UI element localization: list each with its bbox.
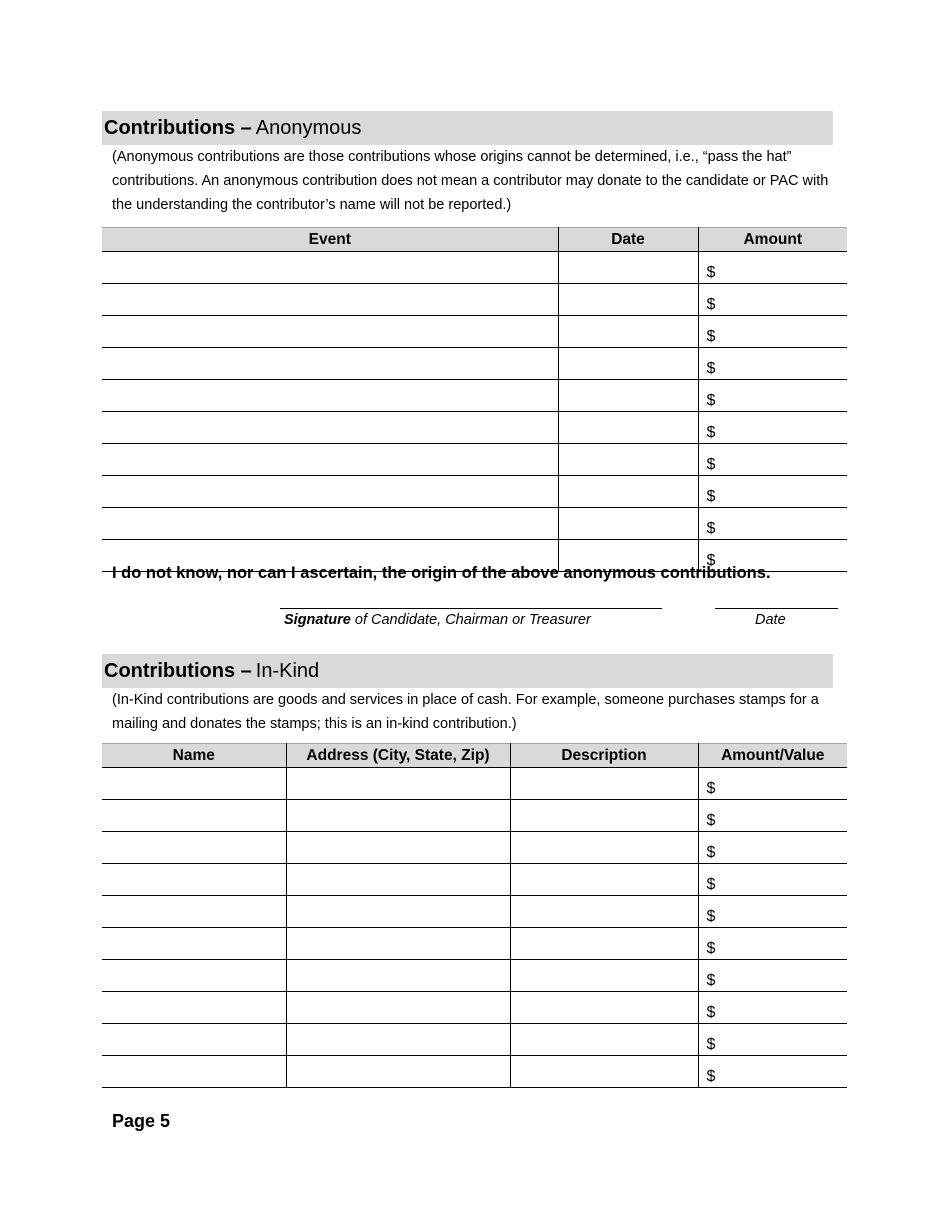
table-row <box>102 444 847 476</box>
table-cell[interactable] <box>102 768 286 800</box>
anonymous-certification-statement: I do not know, nor can I ascertain, the origin of the above anonymous contributions. <box>112 564 771 582</box>
amount-cell[interactable] <box>698 508 847 540</box>
amount-cell[interactable] <box>698 832 847 864</box>
anonymous-contributions-table <box>102 227 847 572</box>
table-cell[interactable] <box>510 1024 698 1056</box>
dollar-sign: $ <box>706 296 716 313</box>
amount-cell[interactable] <box>698 316 847 348</box>
page-number: Page 5 <box>112 1111 171 1131</box>
anonymous-title-bold: Contributions – <box>104 116 252 139</box>
table-cell[interactable] <box>510 960 698 992</box>
signature-label <box>284 612 591 628</box>
table-row <box>102 896 847 928</box>
table-row <box>102 316 847 348</box>
dollar-sign: $ <box>706 360 716 377</box>
table-cell[interactable] <box>510 992 698 1024</box>
table-cell[interactable] <box>286 800 510 832</box>
amount-cell[interactable] <box>698 928 847 960</box>
amount-cell[interactable] <box>698 444 847 476</box>
table-cell[interactable] <box>102 960 286 992</box>
table-cell[interactable] <box>558 252 698 284</box>
table-cell[interactable] <box>102 284 558 316</box>
table-cell[interactable] <box>286 896 510 928</box>
amount-cell[interactable] <box>698 1024 847 1056</box>
amount-cell[interactable] <box>698 960 847 992</box>
dollar-sign: $ <box>706 456 716 473</box>
amount-cell[interactable] <box>698 992 847 1024</box>
signature-label-rest: of Candidate, Chairman or Treasurer <box>350 612 591 628</box>
dollar-sign: $ <box>706 392 716 409</box>
table-cell[interactable] <box>286 768 510 800</box>
table-cell[interactable] <box>558 508 698 540</box>
table-cell[interactable] <box>558 412 698 444</box>
table-cell[interactable] <box>102 508 558 540</box>
dollar-sign: $ <box>706 780 716 797</box>
dollar-sign: $ <box>706 552 716 569</box>
dollar-sign: $ <box>706 844 716 861</box>
amount-cell[interactable] <box>698 896 847 928</box>
table-row <box>102 832 847 864</box>
table-cell[interactable] <box>510 800 698 832</box>
dollar-sign: $ <box>706 1068 716 1085</box>
amount-cell[interactable] <box>698 800 847 832</box>
amount-cell[interactable] <box>698 1056 847 1088</box>
table-cell[interactable] <box>102 412 558 444</box>
column-header-description: Description <box>510 744 698 768</box>
table-cell[interactable] <box>286 1024 510 1056</box>
inkind-section-header <box>102 654 833 688</box>
column-header-date: Date <box>558 228 698 252</box>
table-row <box>102 864 847 896</box>
inkind-title-rest: In-Kind <box>255 659 320 682</box>
table-cell[interactable] <box>558 348 698 380</box>
table-cell[interactable] <box>558 284 698 316</box>
amount-cell[interactable] <box>698 476 847 508</box>
anonymous-section-header <box>102 111 833 145</box>
table-cell[interactable] <box>286 1056 510 1088</box>
table-cell[interactable] <box>102 380 558 412</box>
table-cell[interactable] <box>102 992 286 1024</box>
anonymous-description: (Anonymous contributions are those contributions whose origins cannot be determined, i.e., “pass the hat” contributions. An anonymous contribution does not mean a contributor may donate to the candidate or PAC with the understanding the contributor’s name will not be reported.) <box>112 149 829 213</box>
amount-cell[interactable] <box>698 412 847 444</box>
table-cell[interactable] <box>558 316 698 348</box>
table-cell[interactable] <box>510 832 698 864</box>
table-cell[interactable] <box>558 380 698 412</box>
table-cell[interactable] <box>102 896 286 928</box>
table-cell[interactable] <box>510 1056 698 1088</box>
dollar-sign: $ <box>706 972 716 989</box>
inkind-title-bold: Contributions – <box>104 659 252 682</box>
table-row <box>102 380 847 412</box>
dollar-sign: $ <box>706 424 716 441</box>
table-cell[interactable] <box>286 864 510 896</box>
date-line[interactable] <box>715 608 838 609</box>
table-row <box>102 284 847 316</box>
table-row <box>102 1056 847 1088</box>
table-cell[interactable] <box>102 252 558 284</box>
amount-cell[interactable] <box>698 348 847 380</box>
table-row <box>102 252 847 284</box>
table-row <box>102 992 847 1024</box>
inkind-description: (In-Kind contributions are goods and services in place of cash. For example, someone purchases stamps for a mailing and donates the stamps; this is an in-kind contribution.) <box>112 692 819 732</box>
amount-cell[interactable] <box>698 284 847 316</box>
column-header-amount-value: Amount/Value <box>698 744 847 768</box>
table-cell[interactable] <box>558 444 698 476</box>
dollar-sign: $ <box>706 328 716 345</box>
anonymous-title-rest: Anonymous <box>255 116 362 139</box>
dollar-sign: $ <box>706 908 716 925</box>
signature-label-bold: Signature <box>284 612 351 628</box>
dollar-sign: $ <box>706 264 716 281</box>
table-cell[interactable] <box>102 1056 286 1088</box>
amount-cell[interactable] <box>698 252 847 284</box>
dollar-sign: $ <box>706 1004 716 1021</box>
amount-cell[interactable] <box>698 864 847 896</box>
table-cell[interactable] <box>558 476 698 508</box>
table-cell[interactable] <box>102 1024 286 1056</box>
column-header-event: Event <box>102 228 558 252</box>
table-row <box>102 348 847 380</box>
signature-line[interactable] <box>280 608 662 609</box>
amount-cell[interactable] <box>698 380 847 412</box>
table-cell[interactable] <box>102 928 286 960</box>
table-row <box>102 1024 847 1056</box>
table-row <box>102 800 847 832</box>
table-row <box>102 412 847 444</box>
table-cell[interactable] <box>102 444 558 476</box>
table-row <box>102 508 847 540</box>
dollar-sign: $ <box>706 488 716 505</box>
dollar-sign: $ <box>706 876 716 893</box>
column-header-amount: Amount <box>698 228 847 252</box>
table-cell[interactable] <box>102 832 286 864</box>
table-cell[interactable] <box>102 864 286 896</box>
inkind-contributions-table <box>102 743 847 1088</box>
dollar-sign: $ <box>706 812 716 829</box>
table-cell[interactable] <box>102 348 558 380</box>
table-row <box>102 476 847 508</box>
date-label: Date <box>755 612 786 628</box>
table-cell[interactable] <box>510 896 698 928</box>
table-row <box>102 768 847 800</box>
column-header-address: Address (City, State, Zip) <box>286 744 510 768</box>
table-cell[interactable] <box>102 800 286 832</box>
table-cell[interactable] <box>102 476 558 508</box>
table-cell[interactable] <box>102 316 558 348</box>
table-cell[interactable] <box>286 928 510 960</box>
amount-cell[interactable] <box>698 768 847 800</box>
table-cell[interactable] <box>286 992 510 1024</box>
table-cell[interactable] <box>510 928 698 960</box>
dollar-sign: $ <box>706 520 716 537</box>
dollar-sign: $ <box>706 940 716 957</box>
column-header-name: Name <box>102 744 286 768</box>
dollar-sign: $ <box>706 1036 716 1053</box>
table-row <box>102 960 847 992</box>
table-cell[interactable] <box>286 960 510 992</box>
table-cell[interactable] <box>286 832 510 864</box>
table-cell[interactable] <box>510 864 698 896</box>
table-cell[interactable] <box>510 768 698 800</box>
table-row <box>102 928 847 960</box>
